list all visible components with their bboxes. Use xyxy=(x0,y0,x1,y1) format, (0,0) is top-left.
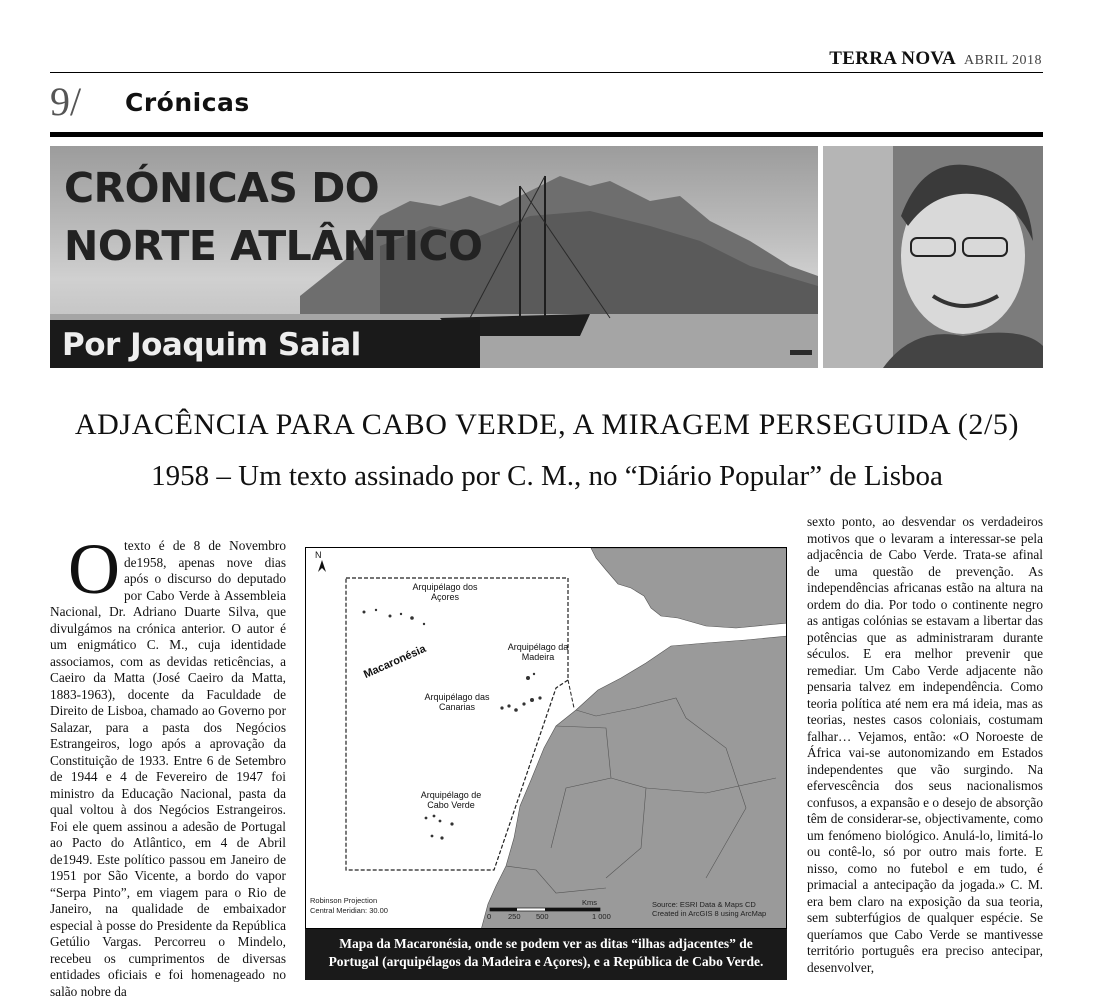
azores-label: Arquipélago dos Açores xyxy=(412,582,478,602)
column-1-text: texto é de 8 de Novembro de1958, apenas nove dias após o discurso do deputado por Cabo Verde à Assembleia Nacional, Dr. Adriano Duarte Silva, que divulgámos na crónica anterior. O autor é um enigmático C. M., cuja identidade associamos, com as devidas reticências, a Caeiro da Matta (José Caeiro da Matta, 1883-1963), docente da Faculdade de Direito de Lisboa, chamado ao Governo por Salazar, para a pasta dos Negócios Estrangeiros, logo após a aprovação da Constituição de 1933. Entre 6 de Setembro de 1944 e 4 de Fevereiro de 1947 foi ministro da Educação Nacional, pasta da qual voltou à dos Negócios Estrangeiros. Foi ele quem assinou a adesão de Portugal ao Pacto do Atlântico, em 4 de Abril de1949. Este político passou em Janeiro de 1951 por São Vicente, a bordo do vapor “Serpa Pinto”, em viagem para o Rio de Janeiro, na qualidade de embaixador especial à posse do Presidente da República Getúlio Vargas. Percorreu o Mindelo, recebeu os cumprimentos de diversas entidades oficiais e foi homenageado no salão nobre da xyxy=(50,538,286,999)
page-number: 9/ xyxy=(50,79,82,124)
article-column-1 xyxy=(50,529,286,1000)
author-portrait-image xyxy=(823,146,1043,368)
banner-title-line1: CRÓNICAS DO xyxy=(64,164,380,212)
section-rule xyxy=(50,132,1043,137)
scale-tick-0: 0 xyxy=(487,912,492,921)
map-graphic xyxy=(306,548,787,929)
map-projection: Robinson Projection xyxy=(310,896,378,905)
canarias-label: Arquipélago das Canarias xyxy=(424,692,490,712)
masthead xyxy=(829,48,1042,70)
map-caption: Mapa da Macaronésia, onde se podem ver as ditas “ilhas adjacentes” de Portugal (arquipélagos da Madeira e Açores), e a República de Cabo Verde. xyxy=(305,929,787,980)
macaronesia-label: Macaronésia xyxy=(362,642,428,681)
banner-author: Por Joaquim Saial xyxy=(62,327,361,363)
publication-name: TERRA NOVA xyxy=(829,48,955,69)
article-headline: ADJACÊNCIA PARA CABO VERDE, A MIRAGEM PERSEGUIDA (2/5) xyxy=(74,408,1020,441)
header-rule xyxy=(50,72,1043,73)
macaronesia-map xyxy=(305,547,787,929)
scale-tick-3: 1 000 xyxy=(592,912,611,921)
column-banner xyxy=(50,146,818,368)
scale-tick-2: 500 xyxy=(536,912,549,921)
banner-title-line2: NORTE ATLÂNTICO xyxy=(64,222,483,270)
map-figure xyxy=(305,547,787,980)
section-title: Crónicas xyxy=(125,88,250,117)
map-source: Source: ESRI Data & Maps CD xyxy=(652,900,756,909)
map-created: Created in ArcGIS 8 using ArcMap xyxy=(652,909,767,918)
column-3-text: sexto ponto, ao desvendar os verdadeiros motivos que o levaram a interessar-se pela adjacência de Cabo Verde. Trata-se afinal de uma questão de prevenção. As independências africanas estão na altura na ordem do dia. Por todo o continente negro as antigas colónias se estavam a libertar das potências que as administraram durante séculos. E era melhor prevenir que remediar. Um Cabo Verde adjacente não pensaria talvez em independência. Como teoria política até nem era má ideia, mas as teorias, nestes casos coloniais, costumam falhar… Vejamos, então: «O Noroeste de África vai-se autonomizando em Estados independentes que vão surgindo. Na efervescência dos seus nacionalismos confusos, a expansão e o desejo de absorção têm de considerar-se, objectivamente, como um fenómeno biológico. Anulá-lo, limitá-lo ou contê-lo, só por outro mais forte. E nisso, como no futebol e em tudo, é primacial a antecipação da jogada.» C. M. era bem claro na exposição da sua teoria, sem subterfúgios de qualquer espécie. Se queríamos que Cabo Verde se mantivesse território português era preciso antecipar, desenvolver, xyxy=(807,514,1043,975)
scale-tick-1: 250 xyxy=(508,912,521,921)
map-meridian: Central Meridian: 30.00 xyxy=(310,906,388,915)
article-subheadline: 1958 – Um texto assinado por C. M., no “Diário Popular” de Lisboa xyxy=(151,460,943,492)
drop-cap: O xyxy=(68,529,120,609)
issue-date: ABRIL 2018 xyxy=(964,53,1042,68)
article-column-3 xyxy=(807,514,1043,976)
north-arrow-label: N xyxy=(315,550,322,560)
scale-unit: Kms xyxy=(582,898,597,907)
cabo-verde-label: Arquipélago de Cabo Verde xyxy=(420,790,482,810)
madeira-label: Arquipélago da Madeira xyxy=(507,642,569,662)
